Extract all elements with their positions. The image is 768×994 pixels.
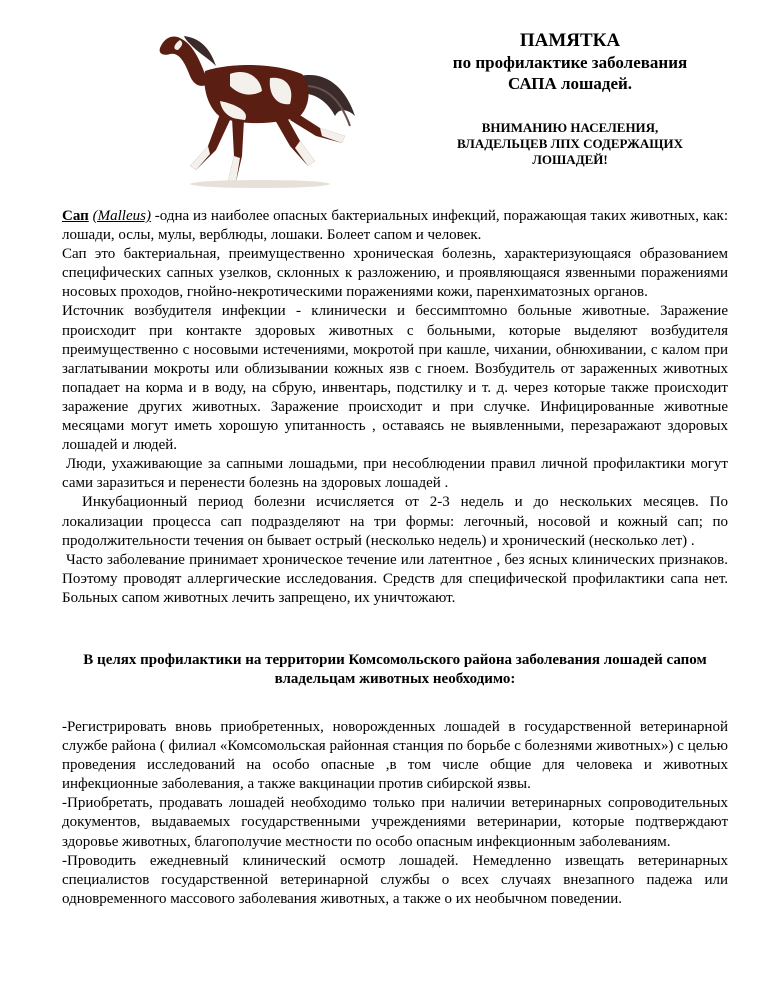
requirement-item: -Регистрировать вновь приобретенных, новорожденных лошадей в государственной ветеринарной службе района ( филиал «Комсомольская районная станция по борьбе с болезнями животных») с целью проведения исследований на особо опасные ,в том числе общие для человека и животных инфекционные заболевания, а также вакцинации против сибирской язвы.	[62, 719, 728, 793]
paragraph-people: Люди, ухаживающие за сапными лошадьми, при несоблюдении правил личной профилактики могут сами заразиться и перенести болезнь на здоровых лошадей .	[62, 456, 728, 492]
requirement-item: -Проводить ежедневный клинический осмотр лошадей. Немедленно извещать ветеринарных специалистов государственной ветеринарной службы о всех случаях внезапного падежа или одновременного массового заболевания животных, а также о их необычном поведении.	[62, 852, 728, 907]
intro-latin: (Malleus)	[92, 208, 151, 224]
intro-term: Сап	[62, 208, 89, 224]
paragraph-chronic: Часто заболевание принимает хроническое течение или латентное , без ясных клинических признаков. Поэтому проводят аллергические исследования. Средств для специфической профилактики сапа нет. Больных сапом животных лечить запрещено, их уничтожают.	[62, 551, 728, 606]
horse-illustration	[150, 16, 365, 191]
notice-line1: ВНИМАНИЮ НАСЕЛЕНИЯ,	[481, 120, 659, 135]
paragraph-definition: Сап это бактериальная, преимущественно хроническая болезнь, характеризующаяся образованием специфических сапных узелков, склонных к разложению, и проявляющаяся язвенными поражениями носовых проходов, гнойно-некротическими поражениями кожи, паренхиматозных органов.	[62, 246, 728, 301]
intro-rest: -одна из наиболее опасных бактериальных инфекций, поражающая таких животных, как: лошади, ослы, мулы, верблюды, лошаки. Болеет сапом и человек.	[62, 208, 728, 244]
page-subtitle-line1: по профилактике заболевания	[452, 53, 688, 72]
section-heading-line1: В целях профилактики на территории Комсомольского района заболевания лошадей сапом	[83, 652, 707, 668]
paragraph-incubation: Инкубационный период болезни исчисляется от 2-3 недель и до нескольких месяцев. По локализации процесса сап подразделяют на три формы: легочный, носовой и кожный сап; по продолжительности течения он бывает острый (несколько недель) и хронический (несколько лет) .	[62, 494, 728, 549]
page-title: ПАМЯТКА	[519, 30, 621, 51]
body-text	[62, 207, 728, 608]
paragraph-source: Источник возбудителя инфекции - клинически и бессимптомно больные животные. Заражение происходит при контакте здоровых животных с больными, которые выделяют возбудителя преимущественно с носовыми истечениями, мокротой при кашле, чихании, обнюхивании, с калом при заглатывании мокроты или облизывании кожных язв с гноем. Возбудитель от зараженных животных попадает на корма и в воду, на сбрую, инвентарь, подстилку и т. д. через которые также происходит заражение других животных. Заражение происходит и при случке. Инфицированные животные месяцами могут иметь хорошую упитанность , оставаясь не выявленными, перезаражают здоровых лошадей и людей.	[62, 303, 728, 454]
section-heading	[62, 651, 728, 689]
page-subtitle-line2: САПА лошадей.	[507, 74, 633, 93]
intro-paragraph	[62, 207, 728, 245]
notice-block	[410, 120, 730, 168]
section-heading-line2: владельцам животных необходимо:	[274, 671, 516, 687]
requirements-list	[62, 718, 728, 909]
notice-line3: ЛОШАДЕЙ!	[532, 152, 608, 167]
notice-line2: ВЛАДЕЛЬЦЕВ ЛПХ СОДЕРЖАЩИХ	[456, 136, 684, 151]
title-block	[410, 30, 730, 168]
requirement-item: -Приобретать, продавать лошадей необходимо только при наличии ветеринарных сопроводительных документов, выдаваемых государственными учреждениями ветеринарии, которые подтверждают здоровье животных, благополучие местности по особо опасным инфекционным заболеваниям.	[62, 795, 728, 850]
